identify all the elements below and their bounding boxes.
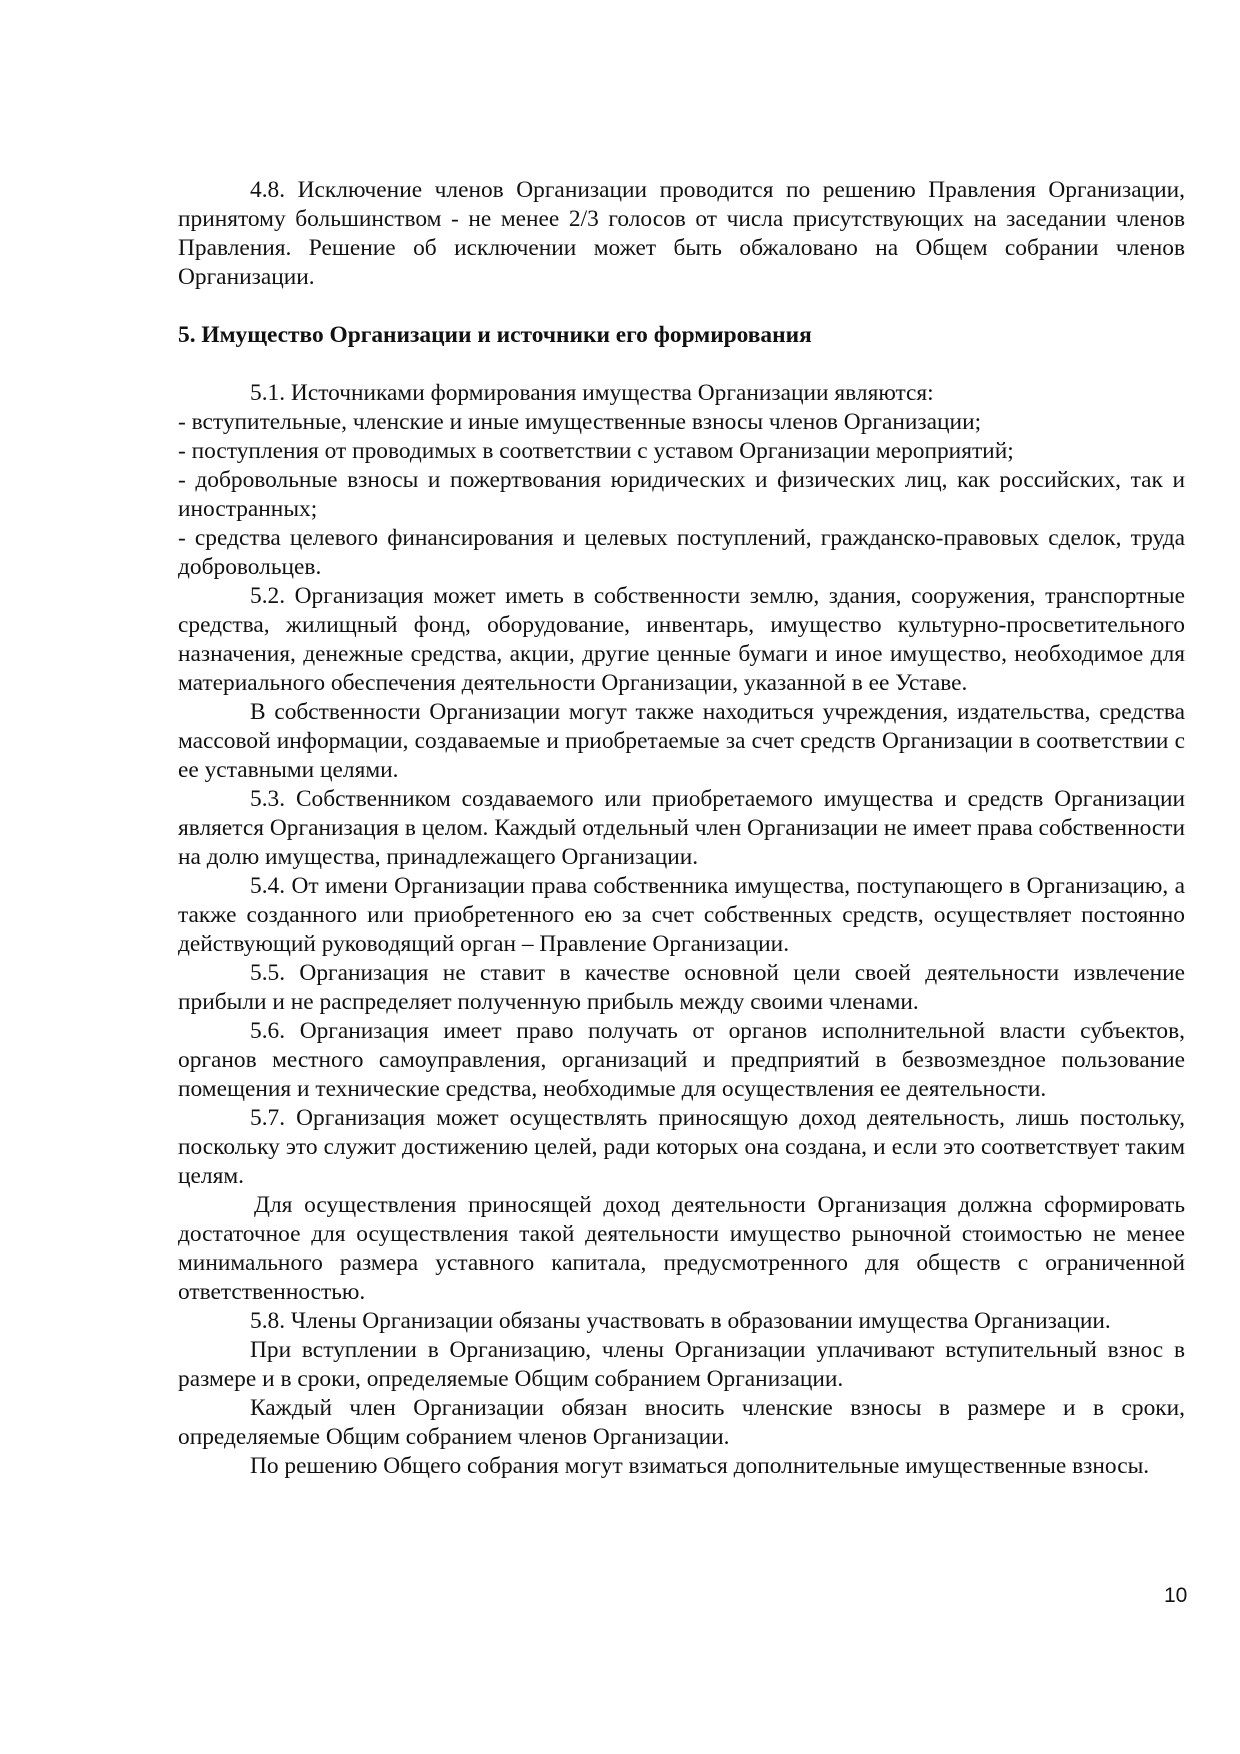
list-item-2: - поступления от проводимых в соответствии с уставом Организации мероприятий;	[178, 438, 1014, 464]
paragraph-5-7-continued: Для осуществления приносящей доход деятельности Организация должна сформировать достаточное для осуществления такой деятельности имущество рыночной стоимостью не менее минимального размера уставного капитала, предусмотренного для обществ с ограниченной ответственностью.	[178, 1192, 1185, 1305]
paragraph-5-8-additional-fees: По решению Общего собрания могут взиматься дополнительные имущественные взносы.	[250, 1453, 1150, 1479]
paragraph-5-7: 5.7. Организация может осуществлять приносящую доход деятельность, лишь постольку, поскольку это служит достижению целей, ради которых она создана, и если это соответствует таким целям.	[178, 1105, 1185, 1189]
list-item-3: - добровольные взносы и пожертвования юридических и физических лиц, как российских, так и иностранных;	[178, 467, 1185, 522]
paragraph-4-8: 4.8. Исключение членов Организации проводится по решению Правления Организации, принятому большинством - не менее 2/3 голосов от числа присутствующих на заседании членов Правления. Решение об исключении может быть обжаловано на Общем собрании членов Организации.	[178, 177, 1185, 290]
paragraph-5-3: 5.3. Собственником создаваемого или приобретаемого имущества и средств Организации является Организация в целом. Каждый отдельный член Организации не имеет права собственности на долю имущества, принадлежащего Организации.	[178, 786, 1185, 870]
paragraph-5-8: 5.8. Члены Организации обязаны участвовать в образовании имущества Организации.	[250, 1308, 1111, 1334]
paragraph-5-2-continued: В собственности Организации могут также находиться учреждения, издательства, средства массовой информации, создаваемые и приобретаемые за счет средств Организации в соответствии с ее уставными целями.	[178, 699, 1185, 783]
paragraph-5-4: 5.4. От имени Организации права собственника имущества, поступающего в Организацию, а также созданного или приобретенного ею за счет собственных средств, осуществляет постоянно действующий руководящий орган – Правление Организации.	[178, 873, 1185, 957]
paragraph-5-2: 5.2. Организация может иметь в собственности землю, здания, сооружения, транспортные средства, жилищный фонд, оборудование, инвентарь, имущество культурно-просветительного назначения, денежные средства, акции, другие ценные бумаги и иное имущество, необходимое для материального обеспечения деятельности Организации, указанной в ее Уставе.	[178, 583, 1185, 696]
paragraph-5-6: 5.6. Организация имеет право получать от органов исполнительной власти субъектов, органов местного самоуправления, организаций и предприятий в безвозмездное пользование помещения и технические средства, необходимые для осуществления ее деятельности.	[178, 1018, 1185, 1102]
list-item-1: - вступительные, членские и иные имущественные взносы членов Организации;	[178, 409, 982, 435]
section-heading: 5. Имущество Организации и источники его формирования	[178, 322, 812, 348]
paragraph-5-8-membership-fee: Каждый член Организации обязан вносить членские взносы в размере и в сроки, определяемые Общим собранием членов Организации.	[178, 1395, 1185, 1450]
paragraph-5-1: 5.1. Источниками формирования имущества Организации являются:	[250, 380, 934, 406]
list-item-4: - средства целевого финансирования и целевых поступлений, гражданско-правовых сделок, труда добровольцев.	[178, 525, 1185, 580]
document-page	[178, 176, 1185, 1481]
paragraph-5-8-entry-fee: При вступлении в Организацию, члены Организации уплачивают вступительный взнос в размере и в сроки, определяемые Общим собранием Организации.	[178, 1337, 1185, 1392]
page-number: 10	[1164, 1584, 1188, 1607]
paragraph-5-5: 5.5. Организация не ставит в качестве основной цели своей деятельности извлечение прибыли и не распределяет полученную прибыль между своими членами.	[178, 960, 1185, 1015]
